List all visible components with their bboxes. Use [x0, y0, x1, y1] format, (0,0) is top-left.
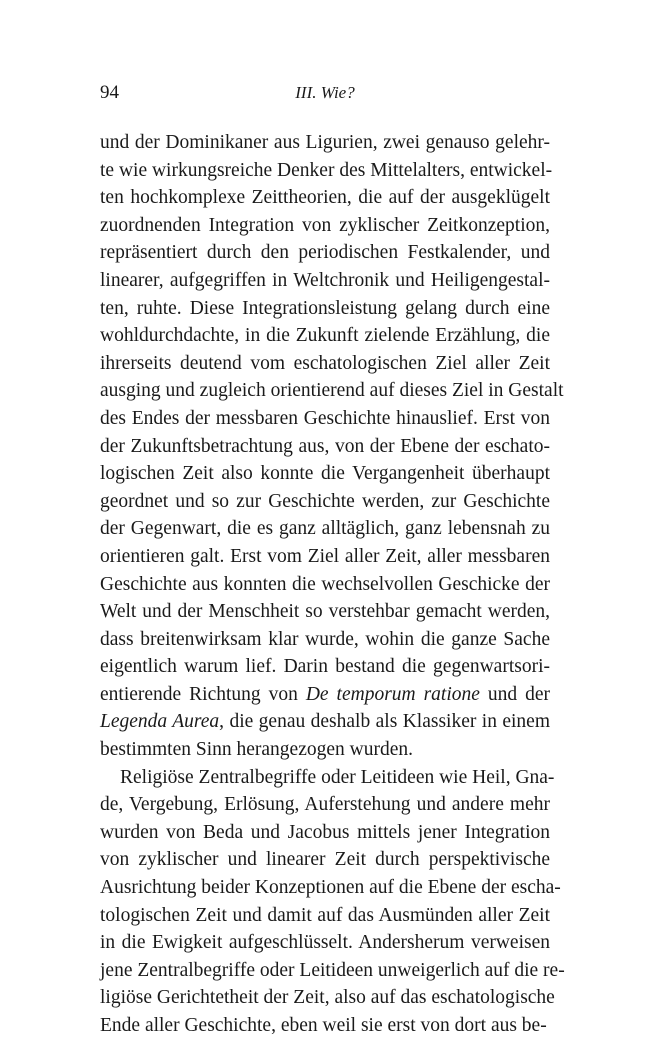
text-run: , die genau deshalb als Klassiker in einem: [219, 711, 551, 733]
text-line: [100, 571, 550, 599]
text-run: Religiöse Zentralbegriffe oder Leitideen wie Heil, Gna-: [120, 766, 555, 788]
page-number: 94: [100, 82, 119, 103]
text-run: zuordnenden Integration von zyklischer Zeitkonzeption,: [100, 214, 550, 236]
text-line: [100, 736, 550, 764]
text-run: ausging und zugleich orientierend auf dieses Ziel in Gestalt: [100, 380, 564, 402]
text-line: [100, 515, 550, 543]
text-run: de, Vergebung, Erlösung, Auferstehung und andere mehr: [100, 794, 550, 816]
text-line: [100, 433, 550, 461]
page-header: [100, 78, 550, 108]
text-run: und der: [479, 683, 550, 705]
text-run: logischen Zeit also konnte die Vergangenheit überhaupt: [100, 463, 550, 485]
text-run: von zyklischer und linearer Zeit durch perspektivische: [100, 849, 550, 871]
text-run: Ende aller Geschichte, eben weil sie erst von dort aus be-: [100, 1015, 547, 1036]
text-line: [100, 267, 550, 295]
text-run: jene Zentralbegriffe oder Leitideen unweigerlich auf die re-: [100, 959, 565, 981]
text-line: [100, 791, 550, 819]
text-line: [100, 377, 564, 405]
text-run: wohldurchdachte, in die Zukunft zielende Erzählung, die: [100, 325, 550, 347]
text-run: eigentlich warum lief. Darin bestand die gegenwartsori-: [100, 656, 550, 678]
text-run: wurden von Beda und Jacobus mittels jener Integration: [100, 821, 550, 843]
body-text: [100, 129, 565, 1040]
text-line: [100, 460, 550, 488]
text-line: [100, 708, 550, 736]
text-line: [100, 212, 550, 240]
running-head: III. Wie?: [295, 83, 355, 102]
text-run: Geschichte aus konnten die wechselvollen Geschicke der: [100, 573, 550, 595]
text-line: [100, 764, 555, 792]
text-run: orientieren galt. Erst vom Ziel aller Zeit, aller messbaren: [100, 545, 550, 567]
text-run: bestimmten Sinn herangezogen wurden.: [100, 739, 413, 761]
text-run: tologischen Zeit und damit auf das Ausmünden aller Zeit: [100, 904, 550, 926]
text-line: [100, 626, 550, 654]
text-run: te wie wirkungsreiche Denker des Mittelalters, entwickel-: [100, 159, 553, 181]
text-line: [100, 129, 550, 157]
text-run: der Gegenwart, die es ganz alltäglich, ganz lebensnah zu: [100, 518, 550, 540]
text-run: ten, ruhte. Diese Integrationsleistung gelang durch eine: [100, 297, 550, 319]
text-run: geordnet und so zur Geschichte werden, zur Geschichte: [100, 490, 550, 512]
text-run: und der Dominikaner aus Ligurien, zwei genauso gelehr-: [100, 132, 550, 153]
paragraph: [100, 129, 564, 764]
text-line: [100, 543, 550, 571]
text-line: [100, 902, 550, 930]
text-line: [100, 874, 561, 902]
text-run: Ausrichtung beider Konzeptionen auf die Ebene der escha-: [100, 877, 561, 899]
text-run: linearer, aufgegriffen in Weltchronik und Heiligengestal-: [100, 269, 550, 291]
text-run: der Zukunftsbetrachtung aus, von der Ebene der eschato-: [100, 435, 550, 457]
text-line: [100, 819, 550, 847]
text-line: [100, 846, 550, 874]
text-run: ten hochkomplexe Zeittheorien, die auf der ausgeklügelt: [100, 187, 550, 209]
text-line: [100, 488, 550, 516]
text-line: [100, 157, 553, 185]
text-line: [100, 681, 550, 709]
italic-title: De temporum ratione: [305, 683, 480, 705]
text-line: [100, 1012, 550, 1040]
italic-title: Legenda Aurea: [100, 711, 220, 733]
text-run: ligiöse Gerichtetheit der Zeit, also auf das eschatologische: [100, 987, 555, 1009]
text-run: repräsentiert durch den periodischen Festkalender, und: [100, 242, 550, 264]
text-line: [100, 184, 550, 212]
text-line: [100, 598, 550, 626]
text-line: [100, 653, 550, 681]
text-line: [100, 295, 550, 323]
paragraph: [100, 764, 565, 1040]
text-run: des Endes der messbaren Geschichte hinauslief. Erst von: [100, 407, 550, 429]
text-run: entierende Richtung von: [100, 683, 306, 705]
text-run: dass breitenwirksam klar wurde, wohin die ganze Sache: [100, 628, 550, 650]
text-line: [100, 984, 555, 1012]
text-line: [100, 405, 550, 433]
text-line: [100, 350, 550, 378]
text-line: [100, 322, 550, 350]
text-line: [100, 957, 565, 985]
text-run: in die Ewigkeit aufgeschlüsselt. Andersherum verweisen: [100, 932, 550, 954]
text-line: [100, 929, 550, 957]
text-line: [100, 239, 550, 267]
text-run: ihrerseits deutend vom eschatologischen Ziel aller Zeit: [100, 352, 550, 374]
text-run: Welt und der Menschheit so verstehbar gemacht werden,: [100, 601, 550, 623]
